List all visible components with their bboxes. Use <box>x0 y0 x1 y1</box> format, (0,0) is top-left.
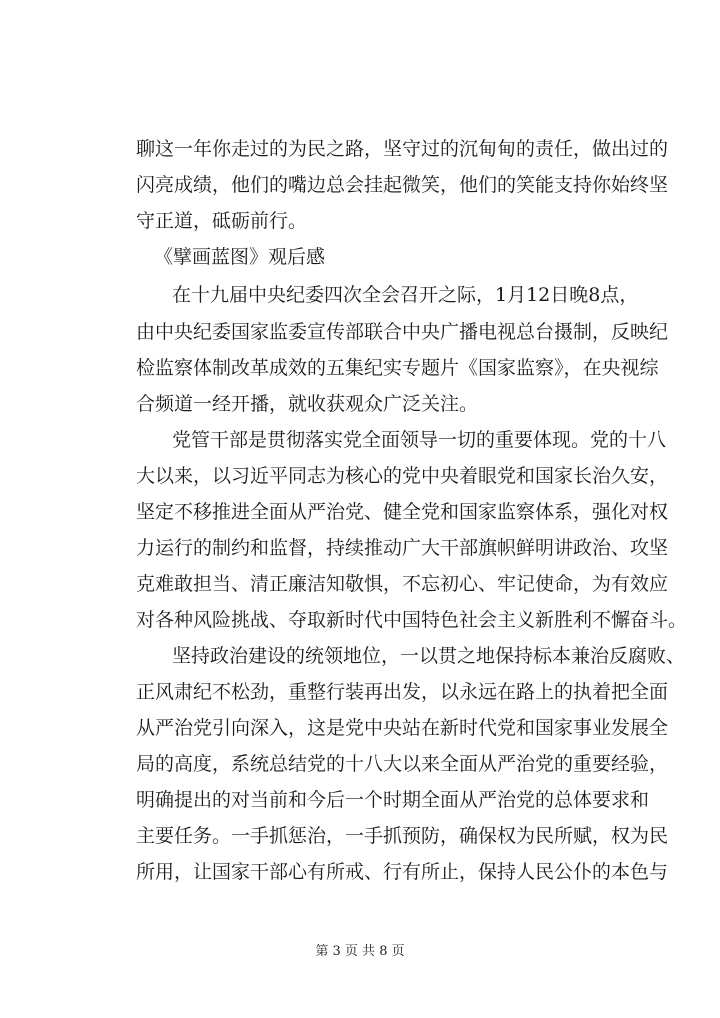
text-line: 闪亮成绩，他们的嘴边总会挂起微笑，他们的笑能支持你始终坚 <box>136 174 669 196</box>
text-line: 局的高度，系统总结党的十八大以来全面从严治党的重要经验， <box>136 753 669 775</box>
section-title: 《擘画蓝图》观后感 <box>154 246 326 268</box>
text-line: 坚持政治建设的统领地位，一以贯之地保持标本兼治反腐败、 <box>172 645 686 667</box>
text-line: 明确提出的对当前和今后一个时期全面从严治党的总体要求和 <box>136 789 650 811</box>
text-line: 由中央纪委国家监委宣传部联合中央广播电视总台摄制，反映纪 <box>136 321 669 343</box>
text-line: 主要任务。一手抓惩治，一手抓预防，确保权为民所赋，权为民 <box>136 825 669 847</box>
text-line: 在十九届中央纪委四次全会召开之际，1月12日晚8点， <box>172 284 639 306</box>
text-line: 正风肃纪不松劲，重整行装再出发，以永远在路上的执着把全面 <box>136 681 669 703</box>
text-line: 党管干部是贯彻落实党全面领导一切的重要体现。党的十八 <box>172 429 667 451</box>
text-line: 合频道一经开播，就收获观众广泛关注。 <box>136 393 479 415</box>
text-line: 聊这一年你走过的为民之路，坚守过的沉甸甸的责任，做出过的 <box>136 138 669 160</box>
text-line: 从严治党引向深入，这是党中央站在新时代党和国家事业发展全 <box>136 717 669 739</box>
page-footer: 第 3 页 共 8 页 <box>315 944 405 959</box>
text-line: 克难敢担当、清正廉洁知敬惧，不忘初心、牢记使命，为有效应 <box>136 573 669 595</box>
text-line: 大以来，以习近平同志为核心的党中央着眼党和国家长治久安， <box>136 465 669 487</box>
text-line: 所用，让国家干部心有所戒、行有所止，保持人民公仆的本色与 <box>136 861 669 883</box>
text-line: 守正道，砥砺前行。 <box>136 210 308 232</box>
text-line: 坚定不移推进全面从严治党、健全党和国家监察体系，强化对权 <box>136 501 669 523</box>
text-line: 检监察体制改革成效的五集纪实专题片《国家监察》，在央视综 <box>136 357 659 379</box>
text-line: 对各种风险挑战、夺取新时代中国特色社会主义新胜利不懈奋斗。 <box>136 609 688 631</box>
text-line: 力运行的制约和监督，持续推动广大干部旗帜鲜明讲政治、攻坚 <box>136 537 669 559</box>
